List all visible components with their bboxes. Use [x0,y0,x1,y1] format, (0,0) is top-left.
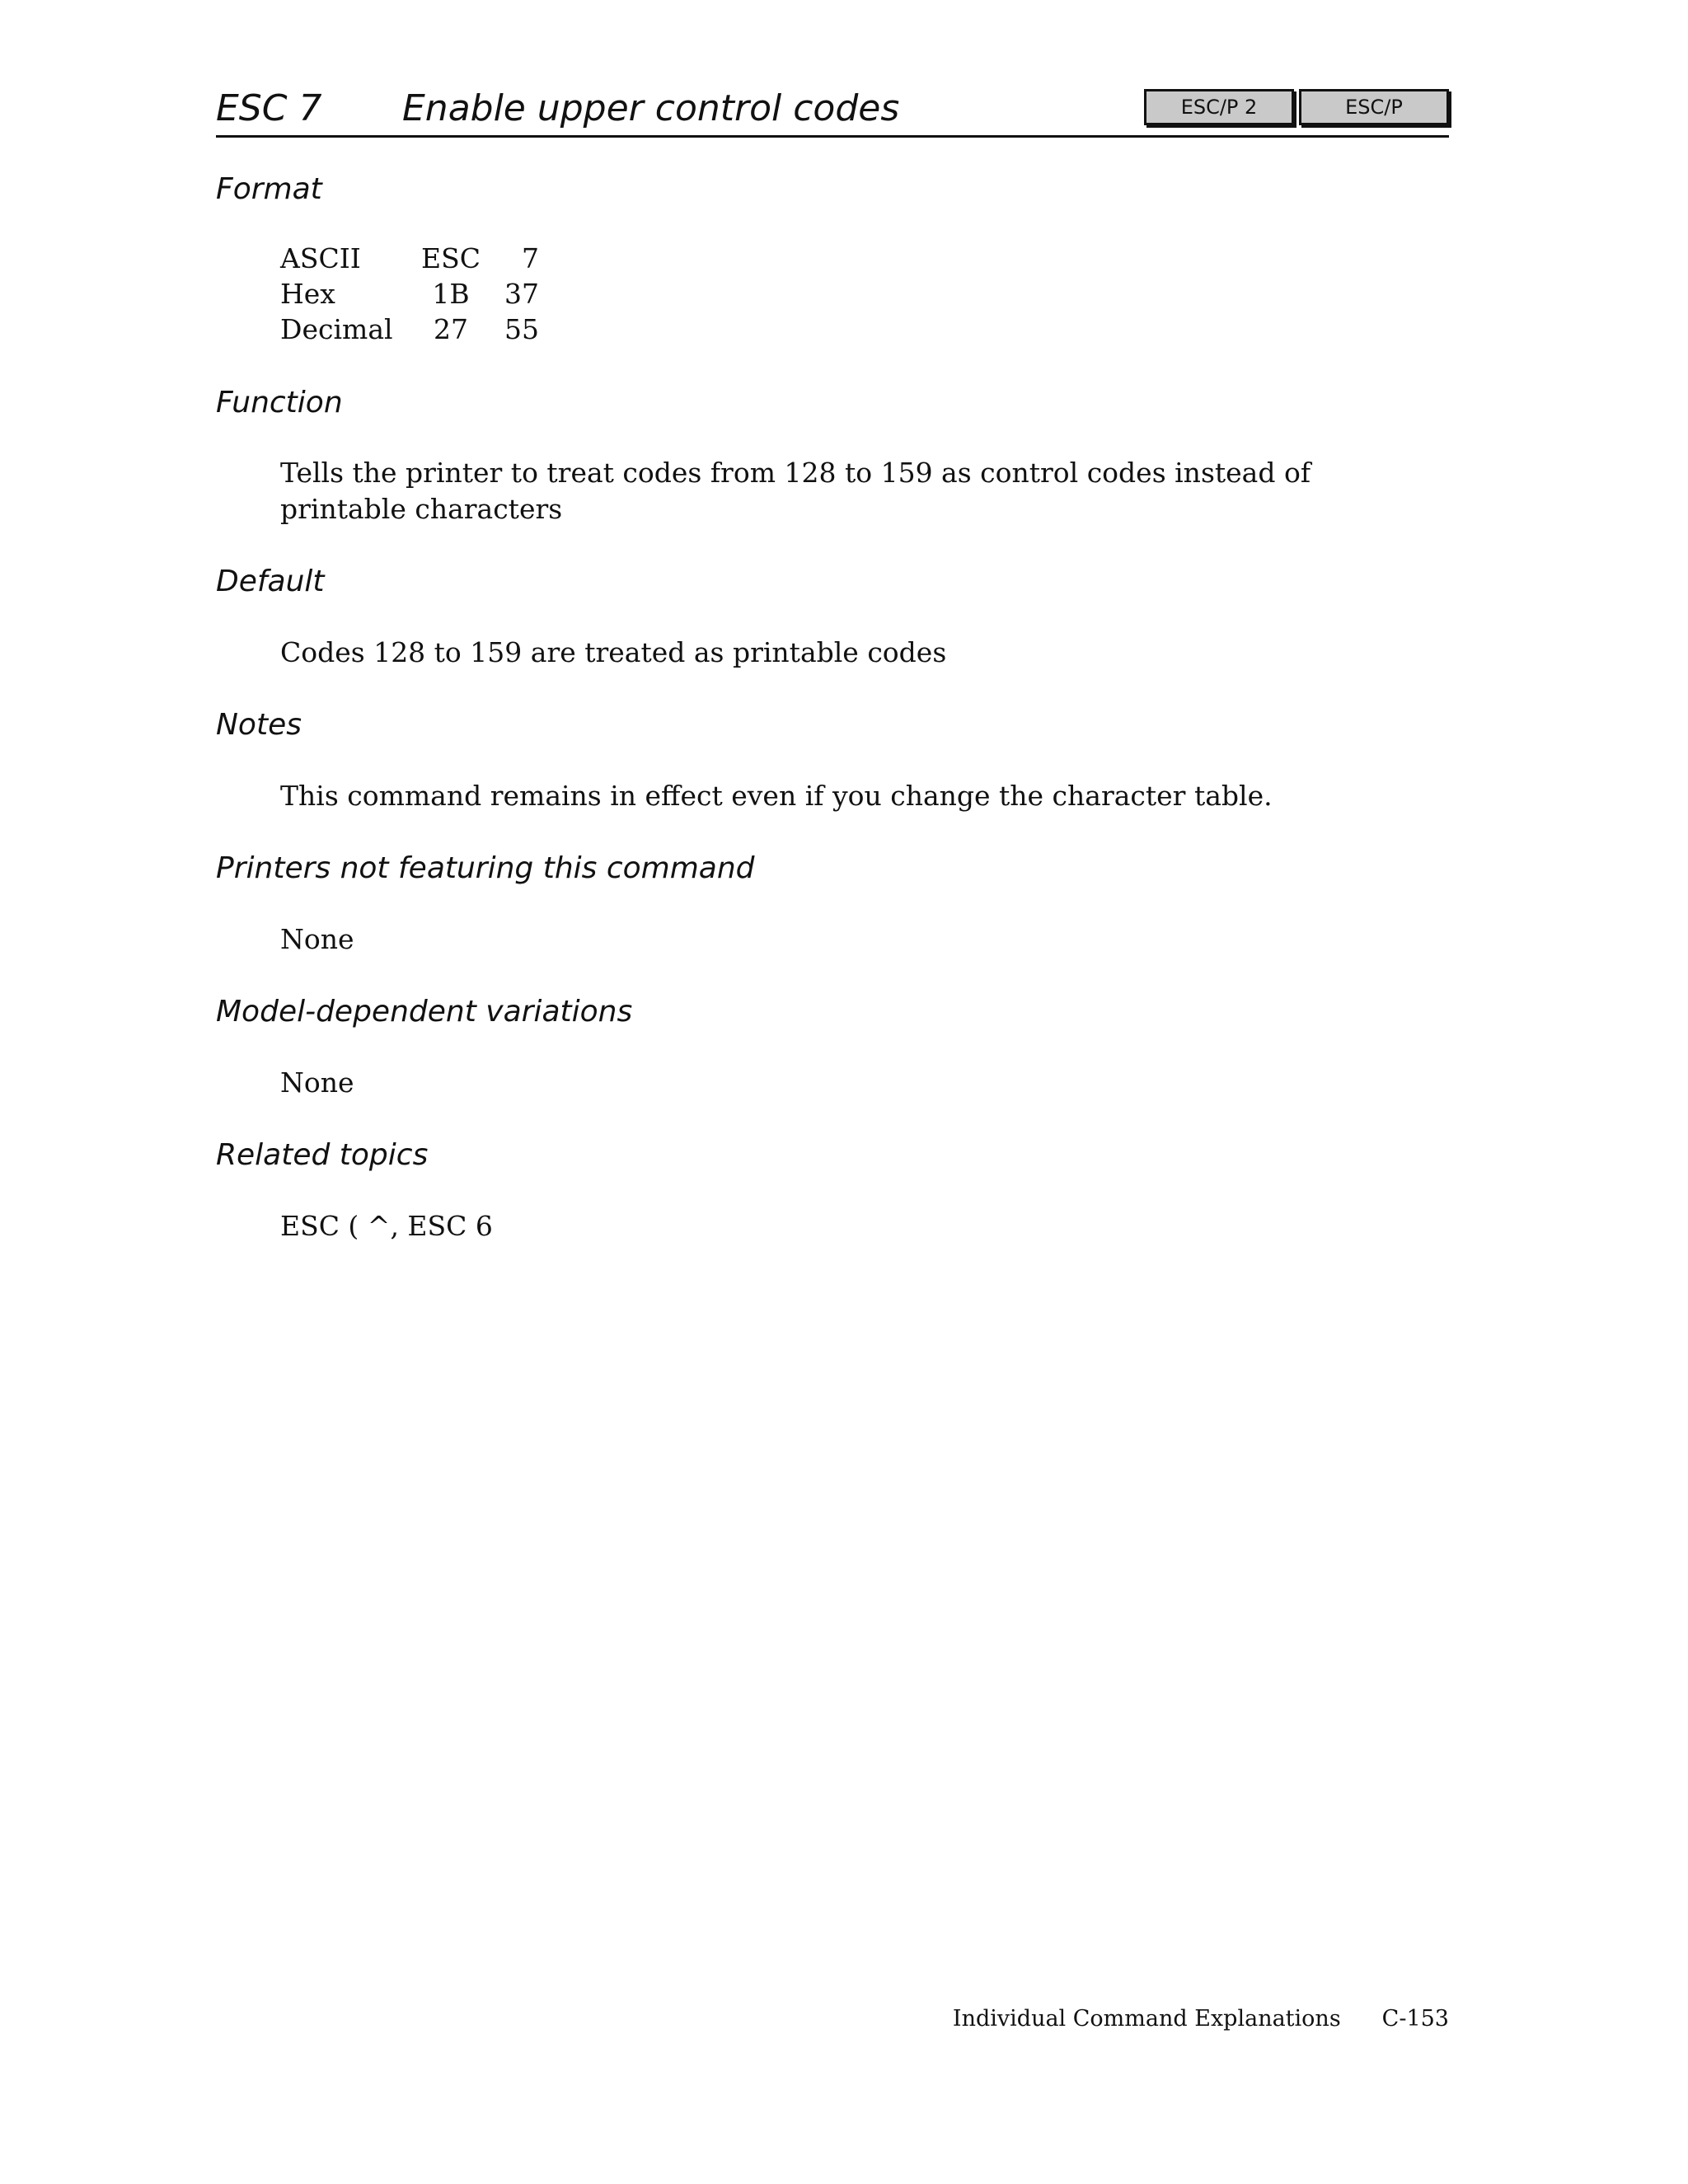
related-topics-heading: Related topics [216,1138,429,1172]
format-value: ESC [421,242,481,274]
model-variations-heading: Model-dependent variations [216,995,633,1029]
format-label: Hex [280,278,335,310]
format-label: Decimal [280,313,393,345]
format-value: 27 [434,313,468,345]
format-value: 55 [504,313,539,345]
function-heading: Function [216,386,343,419]
related-topics-text: ESC ( ^, ESC 6 [280,1210,493,1242]
command-title: Enable upper control codes [402,87,900,129]
function-text: Tells the printer to treat codes from 128 to 159 as control codes instead of printable characters [280,457,1311,525]
table-row [280,312,539,347]
badge-escp2: ESC/P 2 [1144,89,1294,125]
notes-heading: Notes [216,708,302,742]
notes-text: This command remains in effect even if you change the character table. [280,780,1273,812]
page-footer [953,2004,1449,2034]
table-row [280,276,539,312]
default-text: Codes 128 to 159 are treated as printable codes [280,636,947,668]
format-table [280,241,539,347]
command-set-badges [1144,89,1449,125]
page-header [216,82,1449,138]
format-label: ASCII [280,242,361,274]
format-value: 1B [432,278,470,310]
printers-not-featuring-text: None [280,923,354,955]
default-heading: Default [216,565,325,598]
table-row [280,241,539,276]
page-number: C-153 [1381,2006,1449,2032]
format-heading: Format [216,172,322,206]
format-value: 37 [504,278,539,310]
command-code: ESC 7 [216,87,322,129]
footer-section-name: Individual Command Explanations [952,2006,1341,2032]
printers-not-featuring-heading: Printers not featuring this command [216,851,755,885]
badge-escp: ESC/P [1299,89,1449,125]
model-variations-text: None [280,1066,354,1099]
format-value: 7 [522,242,539,274]
